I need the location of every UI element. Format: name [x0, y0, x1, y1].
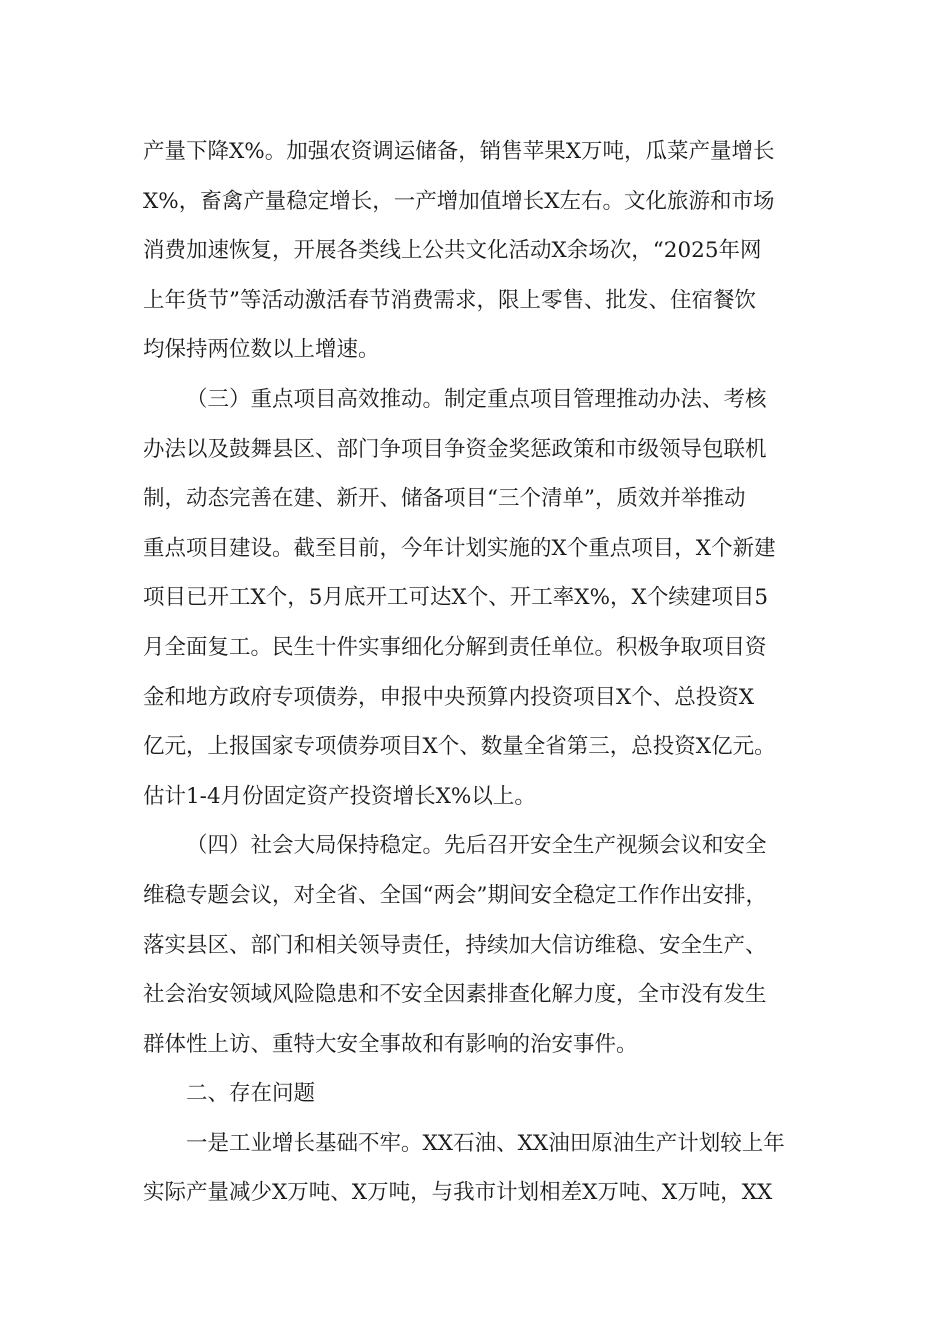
text-line: 制，动态完善在建、新开、储备项目“三个清单”，质效并举推动: [143, 486, 746, 512]
paragraph-key-projects: [143, 375, 823, 821]
document-body: [143, 127, 823, 1218]
text-line: （四）社会大局保持稳定。先后召开安全生产视频会议和安全: [186, 833, 767, 859]
paragraph-continuation: [143, 127, 823, 375]
text-line: 群体性上访、重特大安全事故和有影响的治安事件。: [143, 1031, 638, 1057]
text-line: 重点项目建设。截至目前，今年计划实施的X个重点项目，X个新建: [143, 535, 776, 561]
section-heading-problems: [143, 1069, 823, 1119]
text-line: 维稳专题会议，对全省、全国“两会”期间安全稳定工作作出安排，: [143, 882, 767, 908]
text-line: 项目已开工X个，5月底开工可达X个、开工率X%，X个续建项目5: [143, 585, 769, 611]
text-line: 金和地方政府专项债券，申报中央预算内投资项目X个、总投资X: [143, 684, 755, 710]
text-line: 产量下降X%。加强农资调运储备，销售苹果X万吨，瓜菜产量增长: [143, 139, 775, 164]
text-line: 社会治安领域风险隐患和不安全因素排查化解力度，全市没有发生: [143, 982, 767, 1008]
text-line: （三）重点项目高效推动。制定重点项目管理推动办法、考核: [186, 386, 767, 412]
text-line: 办法以及鼓舞县区、部门争项目争资金奖惩政策和市级领导包联机: [143, 436, 767, 462]
paragraph-social-stability: [143, 821, 823, 1069]
text-line: 消费加速恢复，开展各类线上公共文化活动X余场次，“2025年网: [143, 238, 762, 264]
text-line: 上年货节”等活动激活春节消费需求，限上零售、批发、住宿餐饮: [143, 287, 756, 313]
text-line: 估计1-4月份固定资产投资增长X%以上。: [143, 783, 536, 809]
text-line: 月全面复工。民生十件实事细化分解到责任单位。积极争取项目资: [143, 634, 767, 660]
text-line: 一是工业增长基础不牢。XX石油、XX油田原油生产计划较上年: [186, 1130, 785, 1156]
text-line: 落实县区、部门和相关领导责任，持续加大信访维稳、安全生产、: [143, 932, 767, 958]
paragraph-industry-growth: [143, 1119, 823, 1218]
text-line: 均保持两位数以上增速。: [143, 337, 380, 363]
text-line: 实际产量减少X万吨、X万吨，与我市计划相差X万吨、X万吨，XX: [143, 1180, 773, 1206]
heading-text: 二、存在问题: [186, 1081, 316, 1107]
text-line: X%，畜禽产量稳定增长，一产增加值增长X左右。文化旅游和市场: [143, 188, 775, 214]
text-line: 亿元，上报国家专项债券项目X个、数量全省第三，总投资X亿元。: [143, 734, 776, 760]
